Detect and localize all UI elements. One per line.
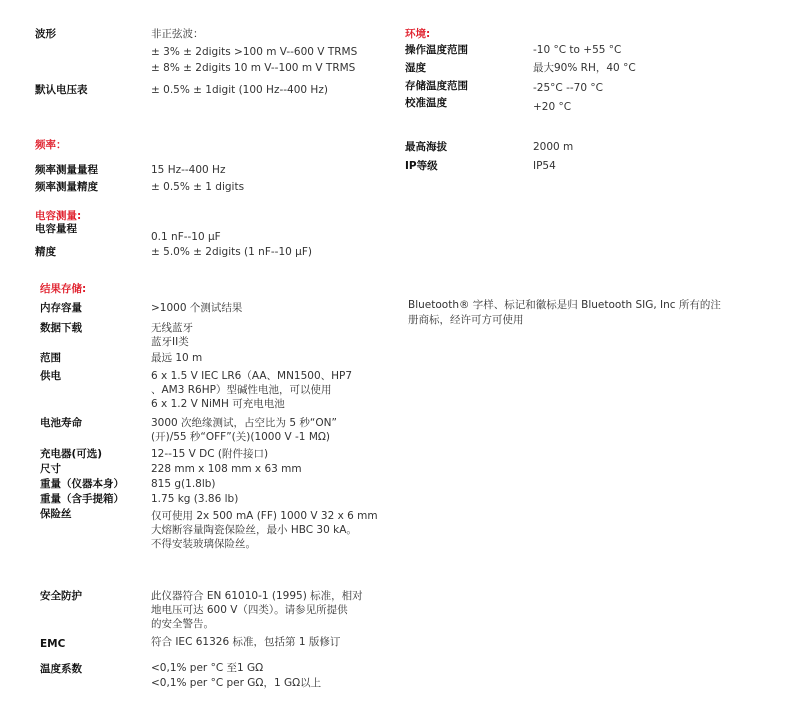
waveform-label: 波形 bbox=[35, 28, 56, 40]
bluetooth-note-line-1: Bluetooth® 字样、标记和徽标是归 Bluetooth SIG, Inc 所有的注 bbox=[408, 299, 721, 311]
default-voltmeter-value: ± 0.5% ± 1digit (100 Hz--400 Hz) bbox=[151, 84, 328, 96]
battery-life-label: 电池寿命 bbox=[40, 417, 82, 429]
emc-value: 符合 IEC 61326 标准，包括第 1 版修订 bbox=[151, 636, 341, 648]
frequency-accuracy-value: ± 0.5% ± 1 digits bbox=[151, 181, 245, 193]
memory-value: >1000 个测试结果 bbox=[151, 302, 243, 314]
default-voltmeter-label: 默认电压表 bbox=[35, 84, 88, 96]
waveform-line-1: 非正弦波： bbox=[151, 28, 204, 40]
ip-rating-label: IP等级 bbox=[405, 160, 438, 172]
temp-coefficient-label: 温度系数 bbox=[40, 663, 82, 675]
capacitance-range-value: 0.1 nF--10 µF bbox=[151, 231, 221, 243]
charger-label: 充电器(可选) bbox=[40, 448, 103, 460]
frequency-heading: 频率： bbox=[35, 139, 67, 151]
operating-temp-label: 操作温度范围 bbox=[405, 44, 468, 56]
humidity-label: 湿度 bbox=[405, 62, 426, 74]
safety-line-2: 地电压可达 600 V（四类）。请参见所提供 bbox=[151, 604, 348, 616]
download-line-1: 无线蓝牙 bbox=[151, 322, 193, 334]
fuse-line-3: 不得安装玻璃保险丝。 bbox=[151, 538, 256, 550]
capacitance-accuracy-value: ± 5.0% ± 2digits (1 nF--10 µF) bbox=[151, 246, 312, 258]
humidity-value: 最大90% RH，40 °C bbox=[533, 62, 636, 74]
waveform-line-3: ± 8% ± 2digits 10 m V--100 m V TRMS bbox=[151, 62, 356, 74]
safety-label: 安全防护 bbox=[40, 590, 82, 602]
environment-heading: 环境: bbox=[405, 28, 431, 40]
operating-temp-value: -10 °C to +55 °C bbox=[533, 44, 622, 56]
capacitance-accuracy-label: 精度 bbox=[35, 246, 56, 258]
charger-value: 12--15 V DC (附件接口) bbox=[151, 448, 269, 460]
power-line-2: 、AM3 R6HP）型碱性电池，可以使用 bbox=[151, 384, 332, 396]
calibration-temp-value: +20 °C bbox=[533, 101, 572, 113]
frequency-range-value: 15 Hz--400 Hz bbox=[151, 164, 226, 176]
weight-case-value: 1.75 kg (3.86 lb) bbox=[151, 493, 239, 505]
temp-coefficient-line-1: <0,1% per °C 至1 GΩ bbox=[151, 662, 264, 674]
temp-coefficient-line-2: <0,1% per °C per GΩ，1 GΩ以上 bbox=[151, 677, 322, 689]
capacitance-range-label: 电容量程 bbox=[35, 223, 77, 235]
battery-line-1: 3000 次绝缘测试，占空比为 5 秒“ON” bbox=[151, 417, 337, 429]
ip-rating-value: IP54 bbox=[533, 160, 556, 172]
frequency-range-label: 频率测量量程 bbox=[35, 164, 98, 176]
storage-heading: 结果存储: bbox=[40, 283, 87, 295]
emc-label: EMC bbox=[40, 638, 66, 650]
storage-temp-label: 存储温度范围 bbox=[405, 80, 468, 92]
battery-line-2: (开)/55 秒“OFF”(关)(1000 V -1 MΩ) bbox=[151, 431, 331, 443]
weight-case-label: 重量（含手提箱） bbox=[40, 493, 124, 505]
weight-value: 815 g(1.8lb) bbox=[151, 478, 216, 490]
power-line-1: 6 x 1.5 V IEC LR6（AA、MN1500、HP7 bbox=[151, 370, 353, 382]
power-line-3: 6 x 1.2 V NiMH 可充电电池 bbox=[151, 398, 285, 410]
fuse-line-1: 仅可使用 2x 500 mA (FF) 1000 V 32 x 6 mm bbox=[151, 510, 378, 522]
capacitance-heading: 电容测量: bbox=[35, 210, 82, 222]
altitude-value: 2000 m bbox=[533, 141, 574, 153]
bluetooth-note-line-2: 册商标，经许可方可使用 bbox=[408, 314, 524, 326]
frequency-accuracy-label: 频率测量精度 bbox=[35, 181, 98, 193]
range-label: 范围 bbox=[40, 352, 61, 364]
size-value: 228 mm x 108 mm x 63 mm bbox=[151, 463, 302, 475]
calibration-temp-label: 校准温度 bbox=[405, 97, 447, 109]
power-label: 供电 bbox=[40, 370, 61, 382]
range-value: 最远 10 m bbox=[151, 352, 203, 364]
fuse-label: 保险丝 bbox=[40, 508, 72, 520]
altitude-label: 最高海拔 bbox=[405, 141, 447, 153]
safety-line-3: 的安全警告。 bbox=[151, 618, 214, 630]
fuse-line-2: 大熔断容量陶瓷保险丝，最小 HBC 30 kA。 bbox=[151, 524, 357, 536]
waveform-line-2: ± 3% ± 2digits >100 m V--600 V TRMS bbox=[151, 46, 358, 58]
download-line-2: 蓝牙II类 bbox=[151, 336, 189, 348]
weight-label: 重量（仪器本身） bbox=[40, 478, 124, 490]
storage-temp-value: -25°C --70 °C bbox=[533, 82, 603, 94]
size-label: 尺寸 bbox=[40, 463, 61, 475]
memory-label: 内存容量 bbox=[40, 302, 82, 314]
safety-line-1: 此仪器符合 EN 61010-1 (1995) 标准，相对 bbox=[151, 590, 363, 602]
download-label: 数据下载 bbox=[40, 322, 82, 334]
